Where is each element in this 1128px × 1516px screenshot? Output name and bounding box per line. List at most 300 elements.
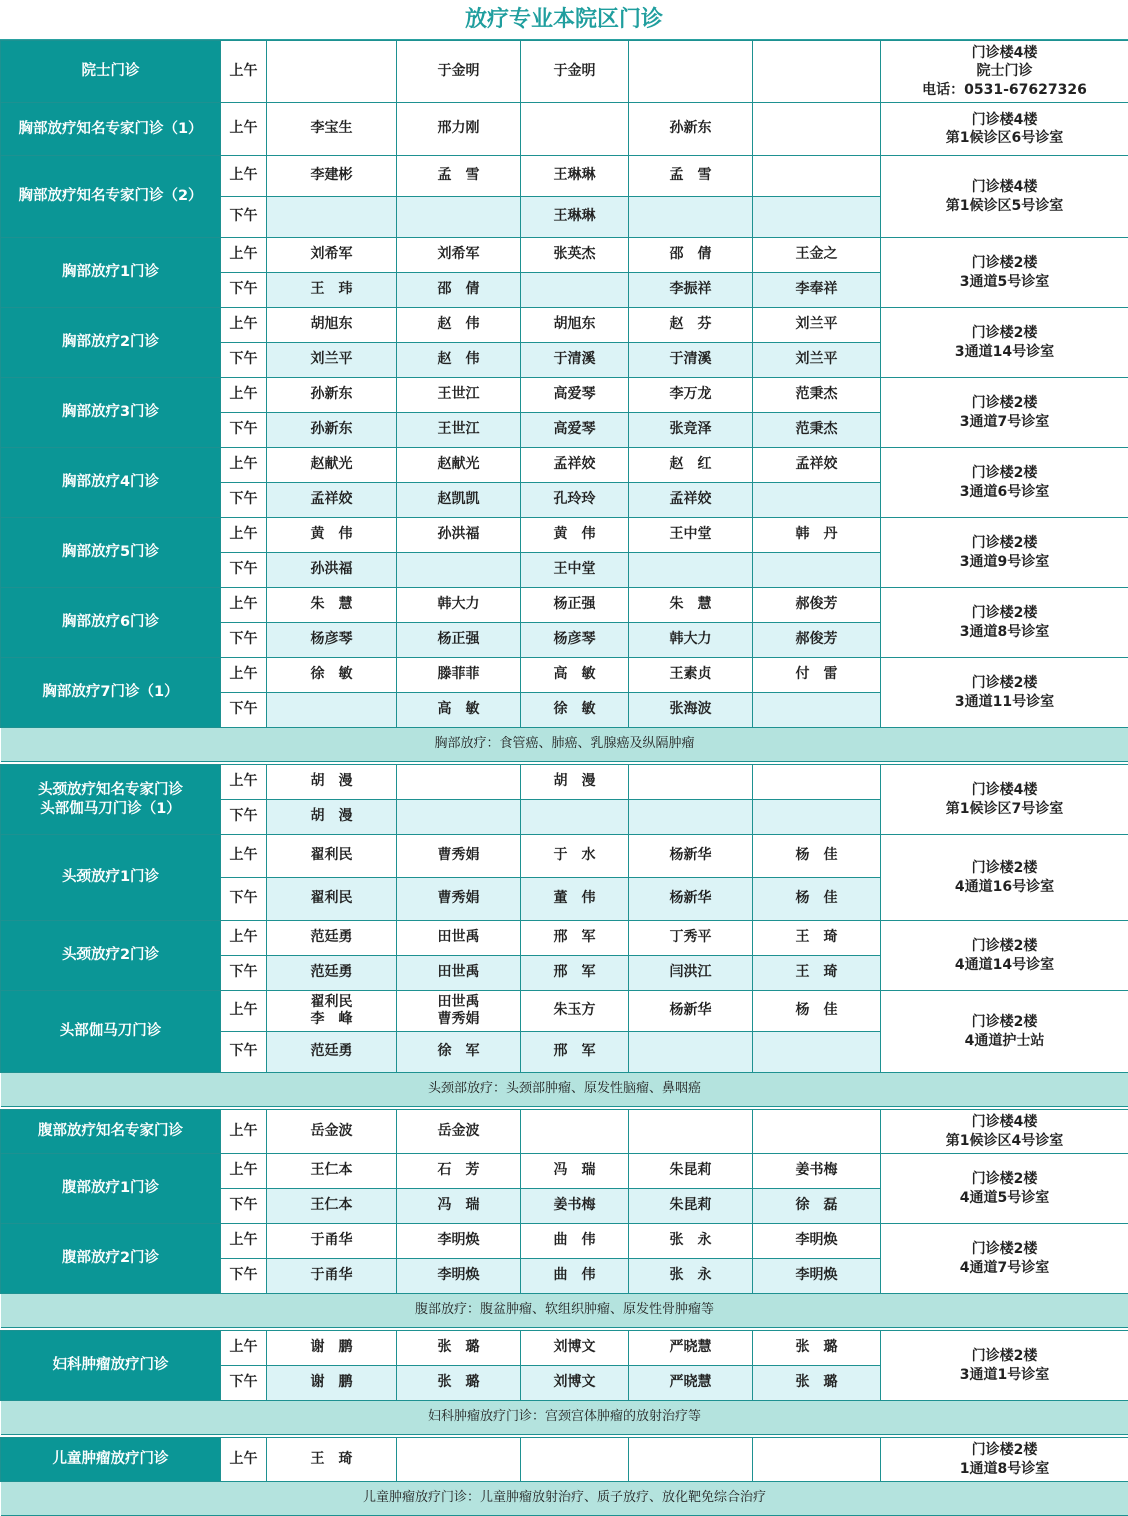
clinic-name-line: 院士门诊 (1, 62, 220, 80)
doctor-cell (753, 800, 881, 835)
doctor-cell: 徐 敏 (267, 658, 397, 693)
section-note: 儿童肿瘤放疗门诊：儿童肿瘤放射治疗、质子放疗、放化靶免综合治疗 (1, 1482, 1128, 1516)
location-line: 第1候诊区7号诊室 (881, 800, 1128, 818)
location-line: 门诊楼2楼 (881, 1347, 1128, 1365)
clinic-location (881, 1110, 1128, 1154)
doctor-cell: 王仁本 (267, 1154, 397, 1189)
clinic-name (1, 1154, 221, 1224)
doctor-cell: 丁秀平 (629, 921, 753, 956)
doctor-cell (629, 765, 753, 800)
schedule-row (1, 1224, 1128, 1259)
location-line: 3通道1号诊室 (881, 1366, 1128, 1384)
clinic-name-line: 头颈放疗1门诊 (1, 868, 220, 886)
doctor-cell: 朱昆莉 (629, 1189, 753, 1224)
doctor-cell: 曲 伟 (521, 1224, 629, 1259)
doctor-cell (267, 41, 397, 103)
doctor-cell: 韩大力 (629, 623, 753, 658)
section-note-row (1, 1073, 1128, 1107)
doctor-cell: 范廷勇 (267, 956, 397, 991)
page-title: 放疗专业本院区门诊 (0, 0, 1128, 40)
schedule-table (0, 40, 1128, 1516)
doctor-cell: 邵 倩 (397, 273, 521, 308)
schedule-row (1, 765, 1128, 800)
location-line: 门诊楼2楼 (881, 464, 1128, 482)
doctor-cell: 李振祥 (629, 273, 753, 308)
doctor-cell: 王琳琳 (521, 197, 629, 238)
session-label: 上午 (221, 835, 267, 878)
clinic-name (1, 308, 221, 378)
section-note-row (1, 1482, 1128, 1516)
schedule-row (1, 1438, 1128, 1482)
location-line: 3通道9号诊室 (881, 553, 1128, 571)
section-note: 胸部放疗：食管癌、肺癌、乳腺癌及纵隔肿瘤 (1, 728, 1128, 762)
doctor-cell: 赵 芬 (629, 308, 753, 343)
doctor-line: 李 峰 (267, 1011, 396, 1029)
doctor-cell: 赵 伟 (397, 343, 521, 378)
doctor-cell: 朱昆莉 (629, 1154, 753, 1189)
doctor-cell: 范廷勇 (267, 1032, 397, 1073)
location-line: 院士门诊 (881, 62, 1128, 80)
doctor-cell: 严晓慧 (629, 1366, 753, 1401)
location-line: 3通道5号诊室 (881, 273, 1128, 291)
doctor-cell: 王 玮 (267, 273, 397, 308)
clinic-name (1, 41, 221, 103)
doctor-cell: 朱玉方 (521, 991, 629, 1032)
doctor-cell: 高 敏 (521, 658, 629, 693)
doctor-cell: 王琳琳 (521, 156, 629, 197)
doctor-cell (753, 1032, 881, 1073)
clinic-name-line: 腹部放疗2门诊 (1, 1249, 220, 1267)
section-note-row (1, 1401, 1128, 1435)
doctor-cell (397, 553, 521, 588)
doctor-cell: 杨新华 (629, 991, 753, 1032)
section-note: 腹部放疗：腹盆肿瘤、软组织肿瘤、原发性骨肿瘤等 (1, 1294, 1128, 1328)
schedule-row (1, 518, 1128, 553)
location-line: 门诊楼2楼 (881, 674, 1128, 692)
location-line: 门诊楼2楼 (881, 534, 1128, 552)
doctor-cell: 李宝生 (267, 103, 397, 156)
doctor-cell (753, 765, 881, 800)
doctor-cell (267, 197, 397, 238)
doctor-cell: 张 璐 (397, 1331, 521, 1366)
doctor-cell: 孟 雪 (629, 156, 753, 197)
doctor-cell: 范廷勇 (267, 921, 397, 956)
doctor-cell: 张 永 (629, 1224, 753, 1259)
doctor-cell: 刘兰平 (753, 308, 881, 343)
clinic-name (1, 238, 221, 308)
doctor-cell: 胡 漫 (267, 800, 397, 835)
session-label: 上午 (221, 1438, 267, 1482)
schedule-row (1, 1331, 1128, 1366)
doctor-cell (629, 1110, 753, 1154)
doctor-cell: 韩大力 (397, 588, 521, 623)
clinic-location (881, 658, 1128, 728)
doctor-cell (521, 1110, 629, 1154)
location-line: 门诊楼4楼 (881, 781, 1128, 799)
doctor-cell: 严晓慧 (629, 1331, 753, 1366)
schedule-row (1, 658, 1128, 693)
location-line: 门诊楼4楼 (881, 178, 1128, 196)
session-label: 下午 (221, 413, 267, 448)
clinic-name-line: 胸部放疗3门诊 (1, 403, 220, 421)
doctor-cell: 孟祥姣 (521, 448, 629, 483)
doctor-cell: 王中堂 (521, 553, 629, 588)
doctor-cell: 郝俊芳 (753, 588, 881, 623)
doctor-cell (267, 693, 397, 728)
schedule-row (1, 156, 1128, 197)
clinic-name-line: 胸部放疗4门诊 (1, 473, 220, 491)
clinic-name-line: 腹部放疗知名专家门诊 (1, 1122, 220, 1140)
session-label: 上午 (221, 518, 267, 553)
doctor-cell (521, 103, 629, 156)
doctor-cell: 翟利民 (267, 878, 397, 921)
doctor-cell: 刘兰平 (267, 343, 397, 378)
doctor-cell: 冯 瑞 (521, 1154, 629, 1189)
doctor-cell (629, 553, 753, 588)
doctor-cell: 杨彦琴 (267, 623, 397, 658)
clinic-location (881, 588, 1128, 658)
session-label: 下午 (221, 273, 267, 308)
location-line: 门诊楼2楼 (881, 1013, 1128, 1031)
location-line: 门诊楼2楼 (881, 1441, 1128, 1459)
section-note-row (1, 728, 1128, 762)
doctor-cell: 杨 佳 (753, 878, 881, 921)
doctor-cell (397, 800, 521, 835)
doctor-cell: 付 雷 (753, 658, 881, 693)
location-line: 门诊楼4楼 (881, 1113, 1128, 1131)
location-line: 门诊楼2楼 (881, 324, 1128, 342)
doctor-cell: 曹秀娟 (397, 835, 521, 878)
doctor-cell: 于 水 (521, 835, 629, 878)
clinic-location (881, 308, 1128, 378)
clinic-name-line: 头部伽马刀门诊 (1, 1022, 220, 1040)
doctor-cell (753, 41, 881, 103)
doctor-cell: 邢力刚 (397, 103, 521, 156)
schedule-row (1, 448, 1128, 483)
session-label: 上午 (221, 765, 267, 800)
doctor-cell (397, 765, 521, 800)
clinic-name (1, 378, 221, 448)
session-label: 上午 (221, 921, 267, 956)
doctor-cell: 韩 丹 (753, 518, 881, 553)
doctor-cell: 胡旭东 (521, 308, 629, 343)
session-label: 上午 (221, 991, 267, 1032)
doctor-cell: 朱 慧 (267, 588, 397, 623)
clinic-name (1, 518, 221, 588)
doctor-cell: 姜书梅 (753, 1154, 881, 1189)
doctor-cell (753, 197, 881, 238)
doctor-cell: 黄 伟 (521, 518, 629, 553)
doctor-cell: 邢 军 (521, 921, 629, 956)
clinic-name (1, 991, 221, 1073)
doctor-cell: 于清溪 (629, 343, 753, 378)
doctor-cell: 冯 瑞 (397, 1189, 521, 1224)
doctor-cell (521, 273, 629, 308)
doctor-cell: 董 伟 (521, 878, 629, 921)
doctor-cell: 李奉祥 (753, 273, 881, 308)
doctor-cell (753, 1438, 881, 1482)
doctor-cell: 王金之 (753, 238, 881, 273)
doctor-cell: 赵凯凯 (397, 483, 521, 518)
location-line: 1通道8号诊室 (881, 1460, 1128, 1478)
doctor-cell (753, 553, 881, 588)
doctor-cell: 刘希军 (267, 238, 397, 273)
doctor-cell: 徐 军 (397, 1032, 521, 1073)
schedule-row (1, 1110, 1128, 1154)
doctor-line: 田世禹 (397, 994, 520, 1012)
clinic-name (1, 103, 221, 156)
session-label: 下午 (221, 1259, 267, 1294)
doctor-cell (629, 41, 753, 103)
schedule-row (1, 308, 1128, 343)
session-label: 上午 (221, 41, 267, 103)
doctor-cell: 孙洪福 (267, 553, 397, 588)
section-note: 妇科肿瘤放疗门诊：宫颈宫体肿瘤的放射治疗等 (1, 1401, 1128, 1435)
location-line: 4通道14号诊室 (881, 956, 1128, 974)
clinic-name-line: 胸部放疗1门诊 (1, 263, 220, 281)
session-label: 下午 (221, 956, 267, 991)
doctor-cell: 刘兰平 (753, 343, 881, 378)
doctor-cell: 李万龙 (629, 378, 753, 413)
doctor-cell: 范秉杰 (753, 413, 881, 448)
doctor-cell: 翟利民 (267, 835, 397, 878)
doctor-cell: 滕菲菲 (397, 658, 521, 693)
session-label: 上午 (221, 658, 267, 693)
clinic-name-line: 头颈放疗2门诊 (1, 946, 220, 964)
clinic-location (881, 921, 1128, 991)
doctor-cell: 于甬华 (267, 1259, 397, 1294)
doctor-cell (267, 991, 397, 1032)
doctor-cell: 岳金波 (397, 1110, 521, 1154)
doctor-cell: 王 琦 (267, 1438, 397, 1482)
doctor-cell: 赵 红 (629, 448, 753, 483)
clinic-name (1, 588, 221, 658)
session-label: 下午 (221, 878, 267, 921)
doctor-cell: 李明焕 (753, 1224, 881, 1259)
doctor-cell: 孙新东 (629, 103, 753, 156)
location-line: 第1候诊区6号诊室 (881, 129, 1128, 147)
doctor-cell: 郝俊芳 (753, 623, 881, 658)
location-line: 门诊楼2楼 (881, 604, 1128, 622)
location-line: 门诊楼2楼 (881, 859, 1128, 877)
location-line: 4通道护士站 (881, 1032, 1128, 1050)
clinic-name (1, 156, 221, 238)
doctor-cell: 石 芳 (397, 1154, 521, 1189)
doctor-cell: 谢 鹏 (267, 1366, 397, 1401)
doctor-cell: 李明焕 (397, 1259, 521, 1294)
clinic-name (1, 1331, 221, 1401)
clinic-name (1, 921, 221, 991)
doctor-cell: 谢 鹏 (267, 1331, 397, 1366)
doctor-cell (753, 483, 881, 518)
section-note: 头颈部放疗：头颈部肿瘤、原发性脑瘤、鼻咽癌 (1, 1073, 1128, 1107)
session-label: 上午 (221, 1110, 267, 1154)
doctor-cell: 张竞泽 (629, 413, 753, 448)
doctor-cell: 刘博文 (521, 1331, 629, 1366)
location-line: 门诊楼2楼 (881, 1170, 1128, 1188)
location-line: 3通道11号诊室 (881, 693, 1128, 711)
location-line: 第1候诊区5号诊室 (881, 197, 1128, 215)
doctor-cell: 杨 佳 (753, 835, 881, 878)
doctor-cell: 岳金波 (267, 1110, 397, 1154)
clinic-location (881, 1331, 1128, 1401)
clinic-name (1, 1110, 221, 1154)
session-label: 下午 (221, 483, 267, 518)
location-line: 门诊楼2楼 (881, 394, 1128, 412)
session-label: 上午 (221, 1224, 267, 1259)
doctor-cell: 范秉杰 (753, 378, 881, 413)
doctor-cell: 曲 伟 (521, 1259, 629, 1294)
clinic-location (881, 991, 1128, 1073)
doctor-cell: 王 琦 (753, 921, 881, 956)
clinic-name-line: 腹部放疗1门诊 (1, 1179, 220, 1197)
clinic-name (1, 1224, 221, 1294)
doctor-cell: 高 敏 (397, 693, 521, 728)
doctor-cell: 赵献光 (267, 448, 397, 483)
location-line: 门诊楼2楼 (881, 1240, 1128, 1258)
doctor-cell: 杨正强 (521, 588, 629, 623)
schedule-row (1, 103, 1128, 156)
clinic-name-line: 妇科肿瘤放疗门诊 (1, 1356, 220, 1374)
schedule-row (1, 835, 1128, 878)
doctor-cell: 王中堂 (629, 518, 753, 553)
location-line: 门诊楼4楼 (881, 44, 1128, 62)
doctor-cell: 于甬华 (267, 1224, 397, 1259)
clinic-location (881, 765, 1128, 835)
doctor-cell: 张 璐 (753, 1366, 881, 1401)
location-line: 门诊楼2楼 (881, 937, 1128, 955)
clinic-location (881, 1154, 1128, 1224)
clinic-name (1, 448, 221, 518)
doctor-cell: 李建彬 (267, 156, 397, 197)
schedule-row (1, 41, 1128, 103)
location-line: 3通道14号诊室 (881, 343, 1128, 361)
clinic-location (881, 518, 1128, 588)
clinic-location (881, 448, 1128, 518)
clinic-name (1, 765, 221, 835)
clinic-location (881, 238, 1128, 308)
location-line: 3通道7号诊室 (881, 413, 1128, 431)
session-label: 上午 (221, 588, 267, 623)
location-line: 第1候诊区4号诊室 (881, 1132, 1128, 1150)
doctor-cell: 胡 漫 (267, 765, 397, 800)
doctor-cell: 张海波 (629, 693, 753, 728)
session-label: 上午 (221, 103, 267, 156)
doctor-cell: 邵 倩 (629, 238, 753, 273)
schedule-row (1, 238, 1128, 273)
doctor-cell: 于清溪 (521, 343, 629, 378)
clinic-name-line: 头颈放疗知名专家门诊 (1, 781, 220, 799)
doctor-cell (397, 197, 521, 238)
doctor-cell: 邢 军 (521, 956, 629, 991)
doctor-cell: 杨 佳 (753, 991, 881, 1032)
doctor-cell: 王仁本 (267, 1189, 397, 1224)
doctor-cell: 朱 慧 (629, 588, 753, 623)
doctor-cell: 张 永 (629, 1259, 753, 1294)
clinic-location (881, 103, 1128, 156)
doctor-cell: 杨新华 (629, 878, 753, 921)
doctor-cell: 孙新东 (267, 413, 397, 448)
doctor-cell (629, 1438, 753, 1482)
schedule-row (1, 921, 1128, 956)
doctor-cell: 孔玲玲 (521, 483, 629, 518)
clinic-name (1, 1438, 221, 1482)
session-label: 下午 (221, 343, 267, 378)
doctor-cell (629, 800, 753, 835)
location-line: 4通道16号诊室 (881, 878, 1128, 896)
clinic-name-line: 胸部放疗知名专家门诊（2） (1, 187, 220, 205)
clinic-name-line: 胸部放疗6门诊 (1, 613, 220, 631)
doctor-cell: 于金明 (521, 41, 629, 103)
doctor-cell (397, 1438, 521, 1482)
session-label: 上午 (221, 1154, 267, 1189)
doctor-cell: 姜书梅 (521, 1189, 629, 1224)
doctor-cell: 田世禹 (397, 956, 521, 991)
section-note-row (1, 1294, 1128, 1328)
doctor-cell: 张英杰 (521, 238, 629, 273)
location-line: 3通道8号诊室 (881, 623, 1128, 641)
doctor-cell (521, 800, 629, 835)
doctor-cell (397, 991, 521, 1032)
doctor-cell: 杨正强 (397, 623, 521, 658)
session-label: 下午 (221, 1189, 267, 1224)
doctor-cell: 王 琦 (753, 956, 881, 991)
doctor-cell: 高爱琴 (521, 378, 629, 413)
session-label: 下午 (221, 197, 267, 238)
location-line: 电话：0531-67627326 (881, 81, 1128, 99)
doctor-cell: 王世江 (397, 413, 521, 448)
location-line: 4通道7号诊室 (881, 1259, 1128, 1277)
doctor-cell: 张 璐 (753, 1331, 881, 1366)
doctor-cell: 曹秀娟 (397, 878, 521, 921)
doctor-cell: 孟祥姣 (629, 483, 753, 518)
doctor-cell: 孟祥姣 (753, 448, 881, 483)
session-label: 上午 (221, 378, 267, 413)
doctor-cell (629, 1032, 753, 1073)
doctor-cell: 王世江 (397, 378, 521, 413)
doctor-cell (753, 103, 881, 156)
doctor-line: 曹秀娟 (397, 1011, 520, 1029)
clinic-location (881, 1438, 1128, 1482)
doctor-cell: 杨新华 (629, 835, 753, 878)
clinic-location (881, 378, 1128, 448)
clinic-name-line: 胸部放疗2门诊 (1, 333, 220, 351)
doctor-cell (521, 1438, 629, 1482)
doctor-cell: 邢 军 (521, 1032, 629, 1073)
clinic-location (881, 156, 1128, 238)
clinic-location (881, 835, 1128, 921)
doctor-cell: 赵 伟 (397, 308, 521, 343)
session-label: 上午 (221, 308, 267, 343)
doctor-line: 翟利民 (267, 994, 396, 1012)
session-label: 下午 (221, 553, 267, 588)
doctor-cell: 李明焕 (397, 1224, 521, 1259)
clinic-name (1, 658, 221, 728)
session-label: 上午 (221, 238, 267, 273)
clinic-location (881, 1224, 1128, 1294)
doctor-cell: 杨彦琴 (521, 623, 629, 658)
session-label: 下午 (221, 693, 267, 728)
location-line: 3通道6号诊室 (881, 483, 1128, 501)
clinic-name-line: 儿童肿瘤放疗门诊 (1, 1450, 220, 1468)
doctor-cell (629, 197, 753, 238)
session-label: 下午 (221, 623, 267, 658)
schedule-row (1, 1154, 1128, 1189)
doctor-cell (753, 156, 881, 197)
clinic-name-line: 胸部放疗5门诊 (1, 543, 220, 561)
doctor-cell (753, 693, 881, 728)
doctor-cell: 刘博文 (521, 1366, 629, 1401)
